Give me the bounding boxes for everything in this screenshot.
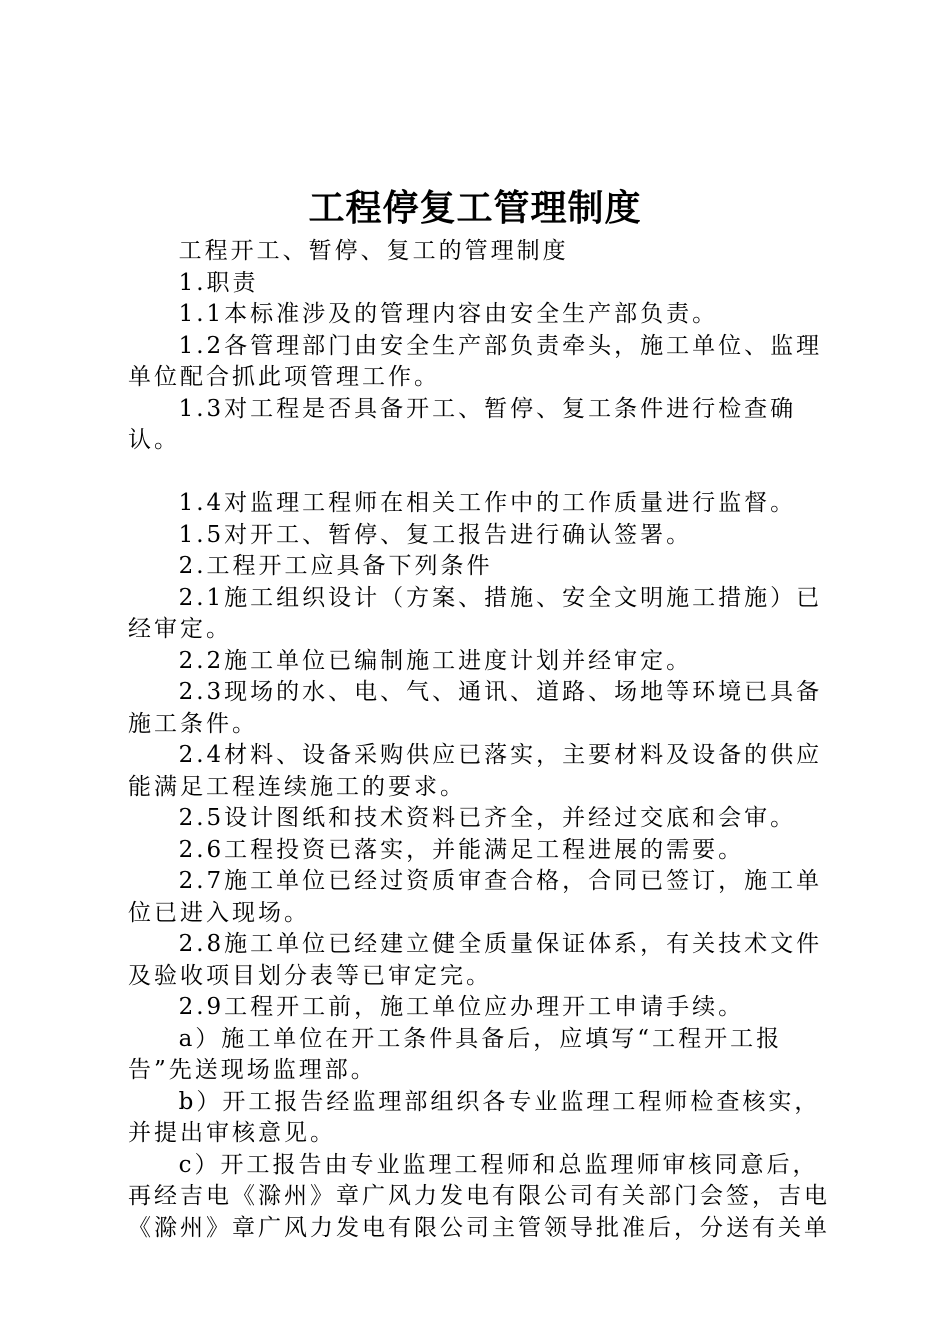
paragraph-2: 2.工程开工应具备下列条件 (178, 553, 493, 579)
paragraph-2-7: 2.7施工单位已经过资质审查合格，合同已签订，施工单位已进入现场。 (128, 868, 823, 926)
paragraph-heading: 工程开工、暂停、复工的管理制度 (178, 238, 569, 264)
paragraph-2-3: 2.3现场的水、电、气、通讯、道路、场地等环境已具备施工条件。 (128, 679, 823, 737)
paragraph-1-5: 1.5对开工、暂停、复工报告进行确认签署。 (178, 521, 693, 548)
paragraph-b: b）开工报告经监理部组织各专业监理工程师检查核实，并提出审核意见。 (128, 1088, 821, 1146)
paragraph-1: 1.职责 (178, 269, 259, 296)
paragraph-2-5: 2.5设计图纸和技术资料已齐全，并经过交底和会审。 (178, 805, 797, 831)
paragraph-2-8: 2.8施工单位已经建立健全质量保证体系，有关技术文件及验收项目划分表等已审定完。 (128, 931, 823, 989)
document-title: 工程停复工管理制度 (308, 187, 642, 229)
paragraph-2-4: 2.4材料、设备采购供应已落实，主要材料及设备的供应能满足工程连续施工的要求。 (128, 742, 823, 800)
document-body (128, 236, 840, 1244)
paragraph-2-2: 2.2施工单位已编制施工进度计划并经审定。 (178, 647, 693, 674)
paragraph-c: c）开工报告由专业监理工程师和总监理师审核同意后，再经吉电《滁州》章广风力发电有限公司有关部门会签，吉电《滁州》章广风力发电有限公司主管领导批准后，分送有关单 (128, 1151, 830, 1241)
paragraph-2-6: 2.6工程投资已落实，并能满足工程进展的需要。 (178, 836, 745, 863)
paragraph-1-1: 1.1本标准涉及的管理内容由安全生产部负责。 (178, 301, 719, 327)
paragraph-1-4: 1.4对监理工程师在相关工作中的工作质量进行监督。 (178, 490, 797, 516)
paragraph-1-3: 1.3对工程是否具备开工、暂停、复工条件进行检查确认。 (128, 395, 797, 453)
paragraph-1-2: 1.2各管理部门由安全生产部负责牵头，施工单位、监理单位配合抓此项管理工作。 (128, 332, 823, 390)
paragraph-a: a）施工单位在开工条件具备后，应填写“工程开工报告”先送现场监理部。 (128, 1025, 783, 1083)
paragraph-2-1: 2.1施工组织设计（方案、措施、安全文明施工措施）已经审定。 (128, 584, 823, 642)
blank-line (128, 457, 840, 489)
paragraph-2-9: 2.9工程开工前，施工单位应办理开工申请手续。 (178, 994, 745, 1020)
